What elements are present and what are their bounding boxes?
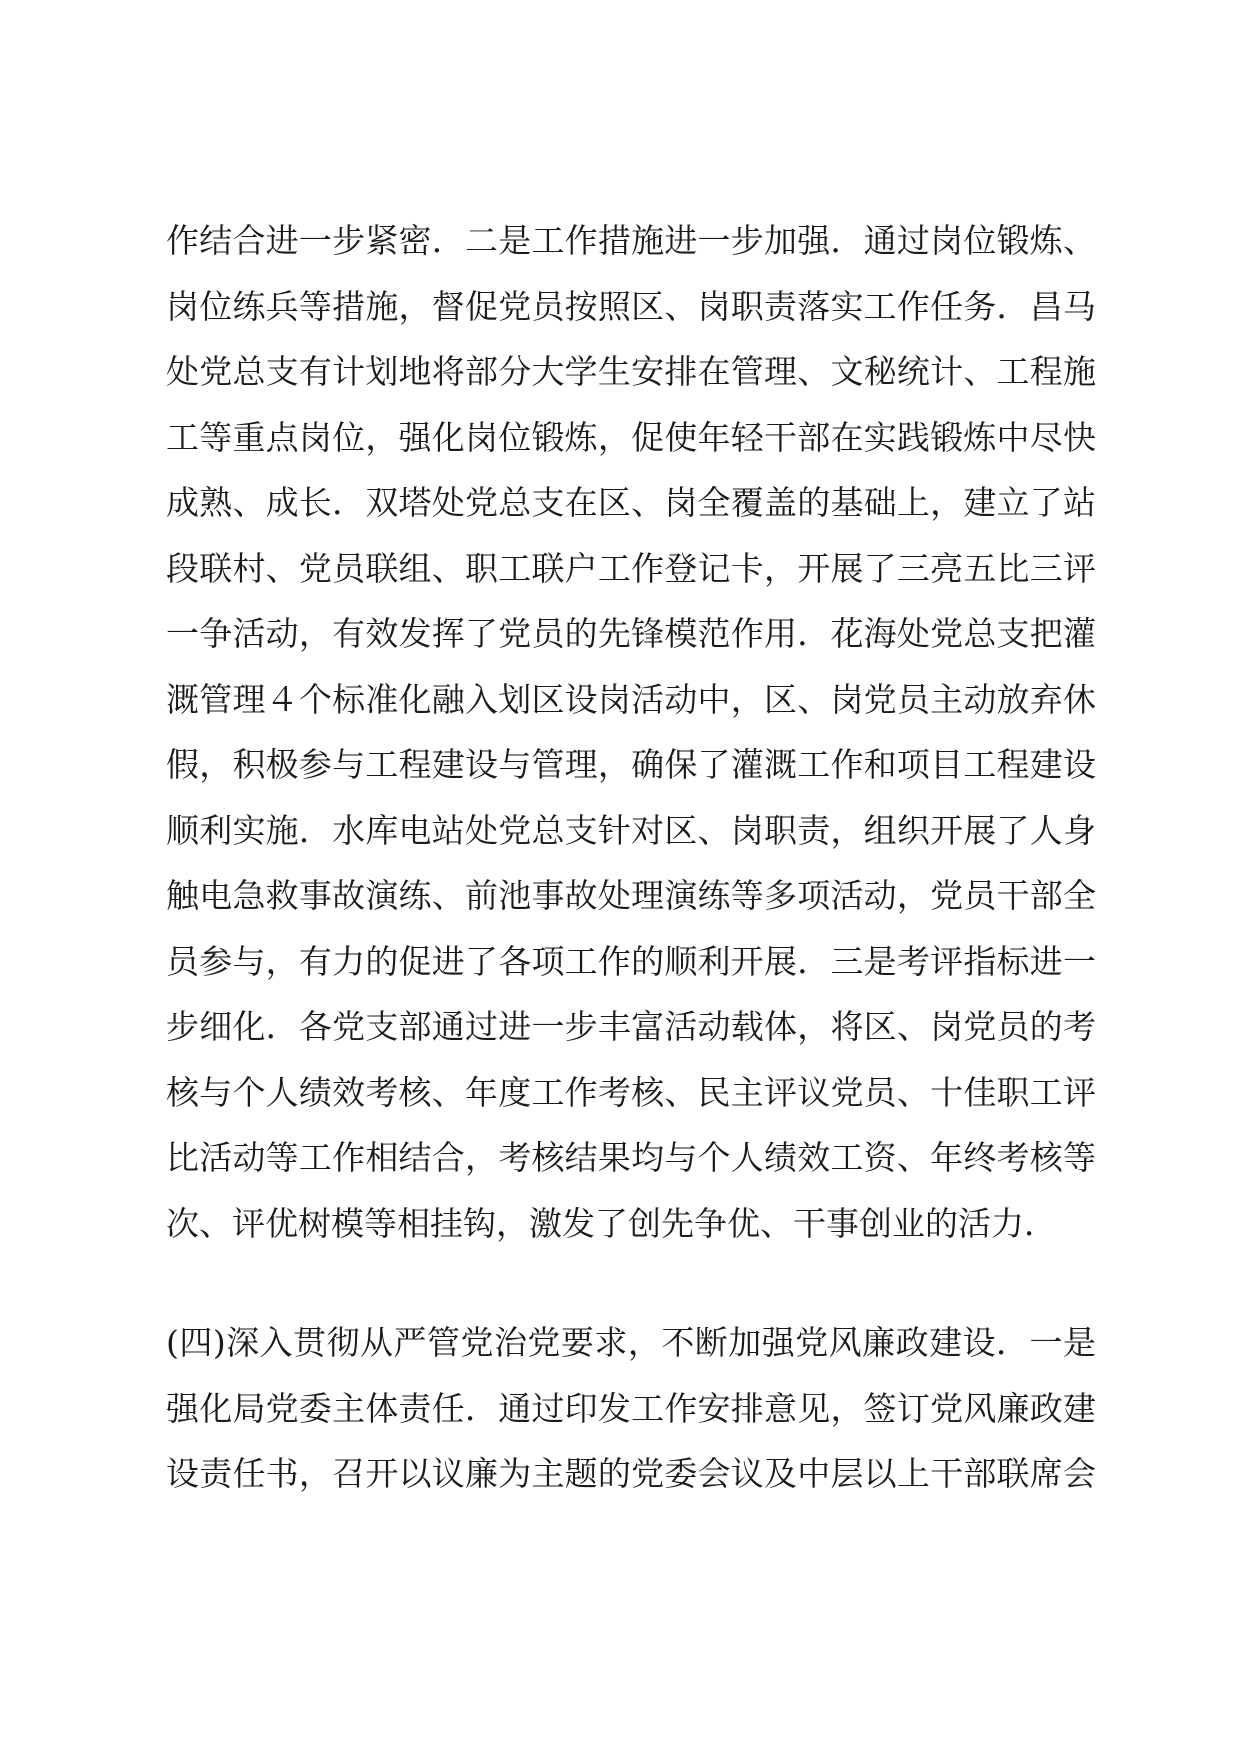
text-line: 成熟、成长．双塔处党总支在区、岗全覆盖的基础上，建立了站 — [166, 483, 1096, 522]
text-line: 步细化．各党支部通过进一步丰富活动载体，将区、岗党员的考 — [166, 1007, 1096, 1046]
text-line: 溉管理４个标准化融入划区设岗活动中，区、岗党员主动放弃休 — [166, 679, 1096, 719]
paragraph-1 — [166, 208, 1096, 1256]
text-line: 员参与，有力的促进了各项工作的顺利开展．三是考评指标进一 — [166, 941, 1096, 981]
text-line: 段联村、党员联组、职工联户工作登记卡，开展了三亮五比三评 — [166, 548, 1096, 588]
text-line: 强化局党委主体责任．通过印发工作安排意见，签订党风廉政建 — [166, 1388, 1096, 1428]
text-line: 一争活动，有效发挥了党员的先锋模范作用．花海处党总支把灌 — [166, 614, 1096, 653]
text-line: 假，积极参与工程建设与管理，确保了灌溉工作和项目工程建设 — [166, 745, 1096, 784]
text-line: (四)深入贯彻从严管党治党要求，不断加强党风廉政建设．一是 — [166, 1323, 1096, 1362]
text-line: 核与个人绩效考核、年度工作考核、民主评议党员、十佳职工评 — [166, 1072, 1096, 1112]
paragraph-2 — [166, 1310, 1096, 1507]
text-line: 作结合进一步紧密．二是工作措施进一步加强．通过岗位锻炼、 — [166, 221, 1096, 260]
text-line: 比活动等工作相结合，考核结果均与个人绩效工资、年终考核等 — [166, 1138, 1096, 1177]
text-line: 顺利实施．水库电站处党总支针对区、岗职责，组织开展了人身 — [166, 810, 1096, 850]
text-line: 次、评优树模等相挂钩，激发了创先争优、干事创业的活力． — [166, 1203, 1057, 1243]
text-line: 触电急救事故演练、前池事故处理演练等多项活动，党员干部全 — [166, 876, 1096, 915]
text-line: 岗位练兵等措施，督促党员按照区、岗职责落实工作任务．昌马 — [166, 286, 1096, 326]
text-line: 处党总支有计划地将部分大学生安排在管理、文秘统计、工程施 — [166, 352, 1096, 391]
text-line: 工等重点岗位，强化岗位锻炼，促使年轻干部在实践锻炼中尽快 — [166, 417, 1096, 457]
text-line: 设责任书，召开以议廉为主题的党委会议及中层以上干部联席会 — [166, 1454, 1096, 1493]
